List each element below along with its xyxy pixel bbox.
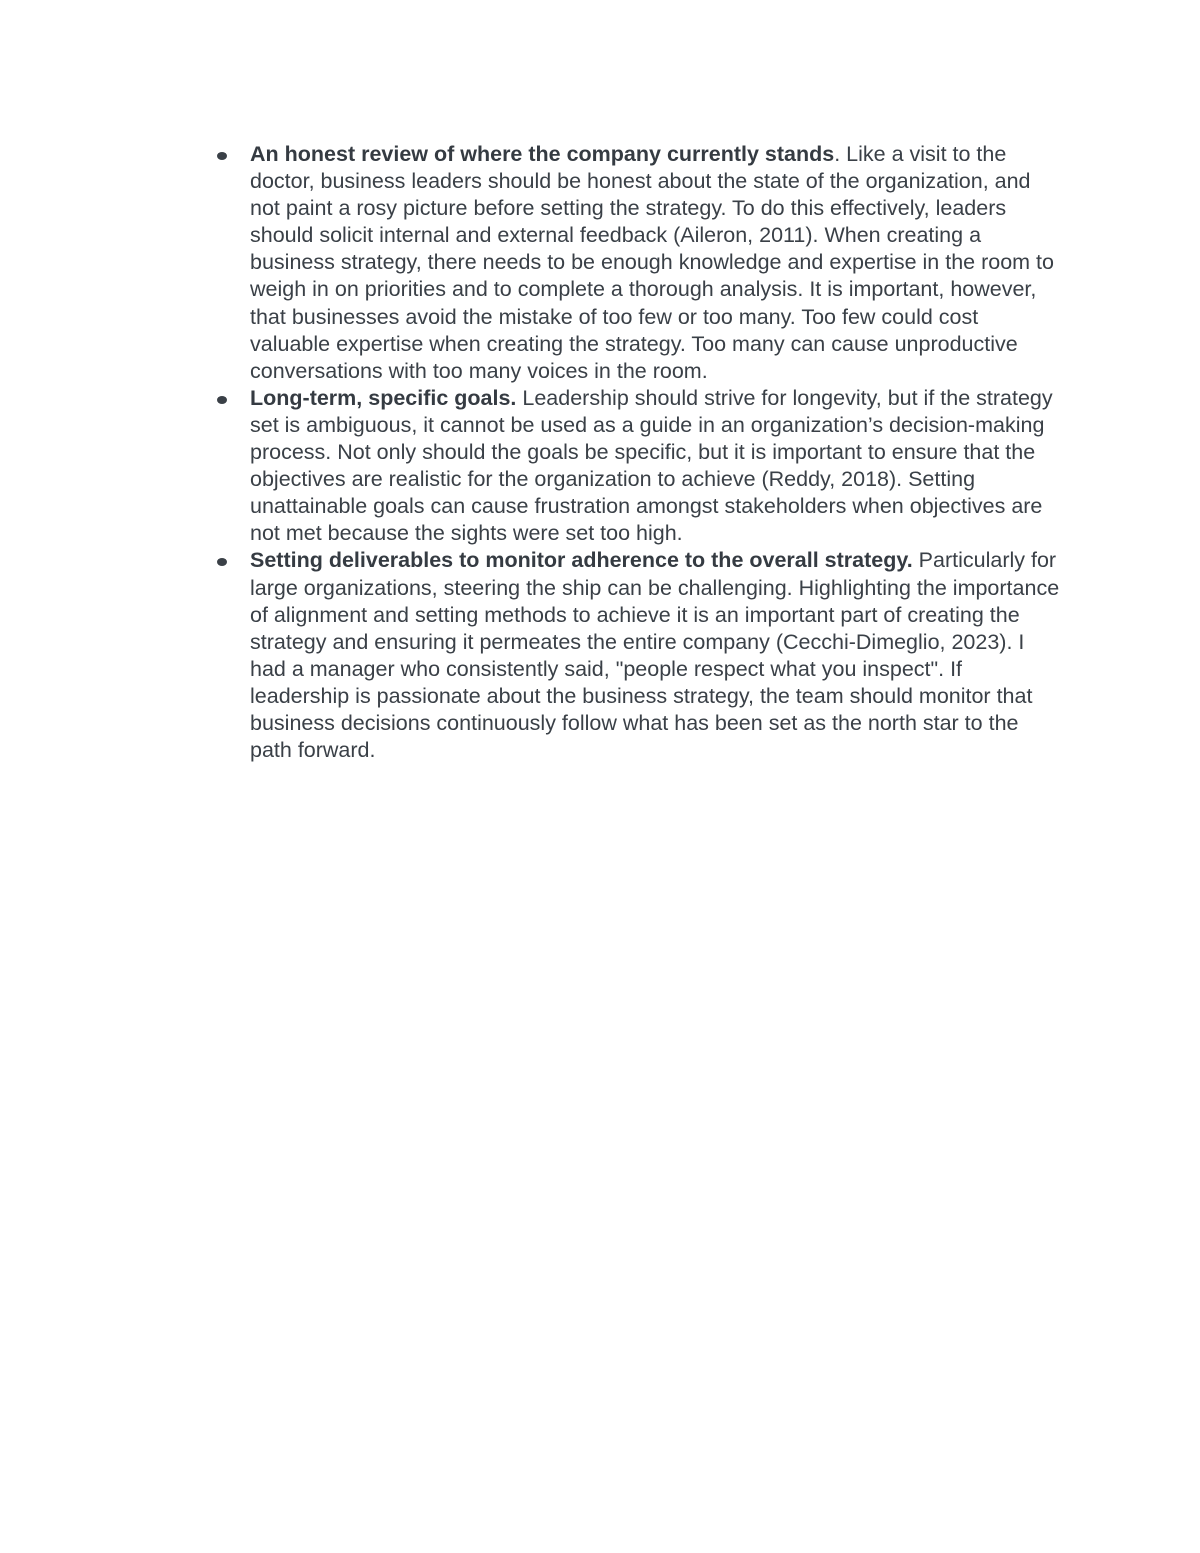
list-item xyxy=(250,141,1062,385)
list-item xyxy=(250,385,1062,548)
item-body: Leadership should strive for longevity, but if the strategy set is ambiguous, it cannot be used as a guide in an organization’s decision-making process. Not only should the goals be specific, but it is important to ensure that the objectives are realistic for the organization to achieve (Reddy, 2018). Setting unattainable goals can cause frustration amongst stakeholders when objectives are not met because the sights were set too high. xyxy=(250,385,1053,546)
bullet-list xyxy=(250,141,1062,764)
list-item xyxy=(250,547,1062,764)
item-body: Particularly for large organizations, steering the ship can be challenging. Highlighting the importance of alignment and setting methods to achieve it is an important part of creating the strategy and ensuring it permeates the entire company (Cecchi-Dimeglio, 2023). I had a manager who consistently said, "people respect what you inspect". If leadership is passionate about the business strategy, the team should monitor that business decisions continuously follow what has been set as the north star to the path forward. xyxy=(250,548,1060,763)
bullet-dot-icon xyxy=(217,152,227,160)
bullet-dot-icon xyxy=(217,558,227,566)
bullet-dot-icon xyxy=(217,396,227,404)
item-heading: Long-term, specific goals. xyxy=(250,385,517,410)
item-body: . Like a visit to the doctor, business leaders should be honest about the state of the organization, and not paint a rosy picture before setting the strategy. To do this effectively, leaders should solicit internal and external feedback (Aileron, 2011). When creating a business strategy, there needs to be enough knowledge and expertise in the room to weigh in on priorities and to complete a thorough analysis. It is important, however, that businesses avoid the mistake of too few or too many. Too few could cost valuable expertise when creating the strategy. Too many can cause unproductive conversations with too many voices in the room. xyxy=(250,142,1054,383)
item-heading: An honest review of where the company currently stands xyxy=(250,142,835,166)
item-heading: Setting deliverables to monitor adherence to the overall strategy. xyxy=(250,548,913,573)
